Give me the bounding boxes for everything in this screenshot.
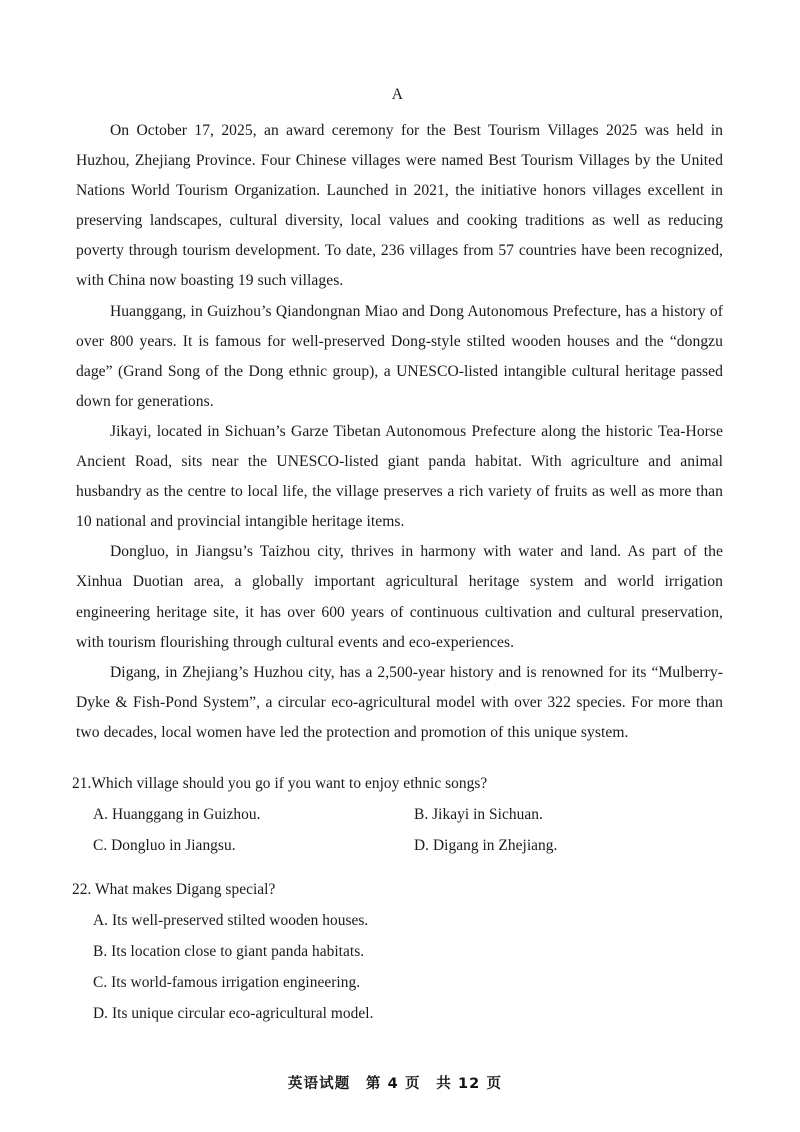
option-d[interactable]: D. Its unique circular eco-agricultural model.: [93, 1005, 374, 1022]
passage-paragraph: Digang, in Zhejiang’s Huzhou city, has a 2,500-year history and is renowned for its “Mulberry-Dyke & Fish-Pond System”, a circular eco-agricultural model with over 322 species. For more than two decades, local women have led the protection and promotion of this unique system.: [76, 663, 723, 741]
option-c[interactable]: C. Its world-famous irrigation engineering.: [93, 974, 361, 991]
question-spacer: [72, 861, 732, 874]
question-stem: 22. What makes Digang special?: [72, 881, 276, 898]
question-22-options: [72, 905, 732, 1029]
page-footer: [0, 1072, 790, 1093]
option-a[interactable]: A. Huanggang in Guizhou.: [93, 806, 261, 823]
passage-label: A: [391, 86, 404, 103]
question-21: [72, 768, 732, 861]
option-c[interactable]: C. Dongluo in Jiangsu.: [93, 837, 236, 854]
passage-paragraph: On October 17, 2025, an award ceremony for the Best Tourism Villages 2025 was held in Huzhou, Zhejiang Province. Four Chinese villages were named Best Tourism Villages by the United Nations World Tourism Organization. Launched in 2021, the initiative honors villages excellent in preserving landscapes, cultural diversity, local values and cooking traditions as well as reducing poverty through tourism development. To date, 236 villages from 57 countries have been recognized, with China now boasting 19 such villages.: [76, 122, 723, 290]
passage-paragraph: Huanggang, in Guizhou’s Qiandongnan Miao and Dong Autonomous Prefecture, has a history of over 800 years. It is famous for well-preserved Dong-style stilted wooden houses and the “dongzu dage” (Grand Song of the Dong ethnic group), a UNESCO-listed intangible cultural heritage passed down for generations.: [76, 302, 723, 410]
question-21-options: [72, 799, 732, 861]
question-22: [72, 874, 732, 1029]
option-d[interactable]: D. Digang in Zhejiang.: [414, 837, 558, 854]
questions-section: [72, 768, 732, 1029]
option-b[interactable]: B. Its location close to giant panda habitats.: [93, 943, 365, 960]
question-stem: 21.Which village should you go if you want to enjoy ethnic songs?: [72, 775, 488, 792]
passage-paragraph: Dongluo, in Jiangsu’s Taizhou city, thrives in harmony with water and land. As part of the Xinhua Duotian area, a globally important agricultural heritage system and world irrigation engineering heritage site, it has over 600 years of continuous cultivation and cultural preservation, with tourism flourishing through cultural events and eco-experiences.: [76, 543, 723, 651]
footer-text: 英语试题 第 4 页 共 12 页: [287, 1076, 503, 1092]
passage-body: [76, 116, 723, 748]
passage-paragraph: Jikayi, located in Sichuan’s Garze Tibetan Autonomous Prefecture along the historic Tea-Horse Ancient Road, sits near the UNESCO-listed giant panda habitat. With agriculture and animal husbandry as the centre to local life, the village preserves a rich variety of fruits as well as more than 10 national and provincial intangible heritage items.: [76, 422, 723, 531]
option-a[interactable]: A. Its well-preserved stilted wooden houses.: [93, 912, 369, 929]
option-b[interactable]: B. Jikayi in Sichuan.: [414, 806, 543, 823]
